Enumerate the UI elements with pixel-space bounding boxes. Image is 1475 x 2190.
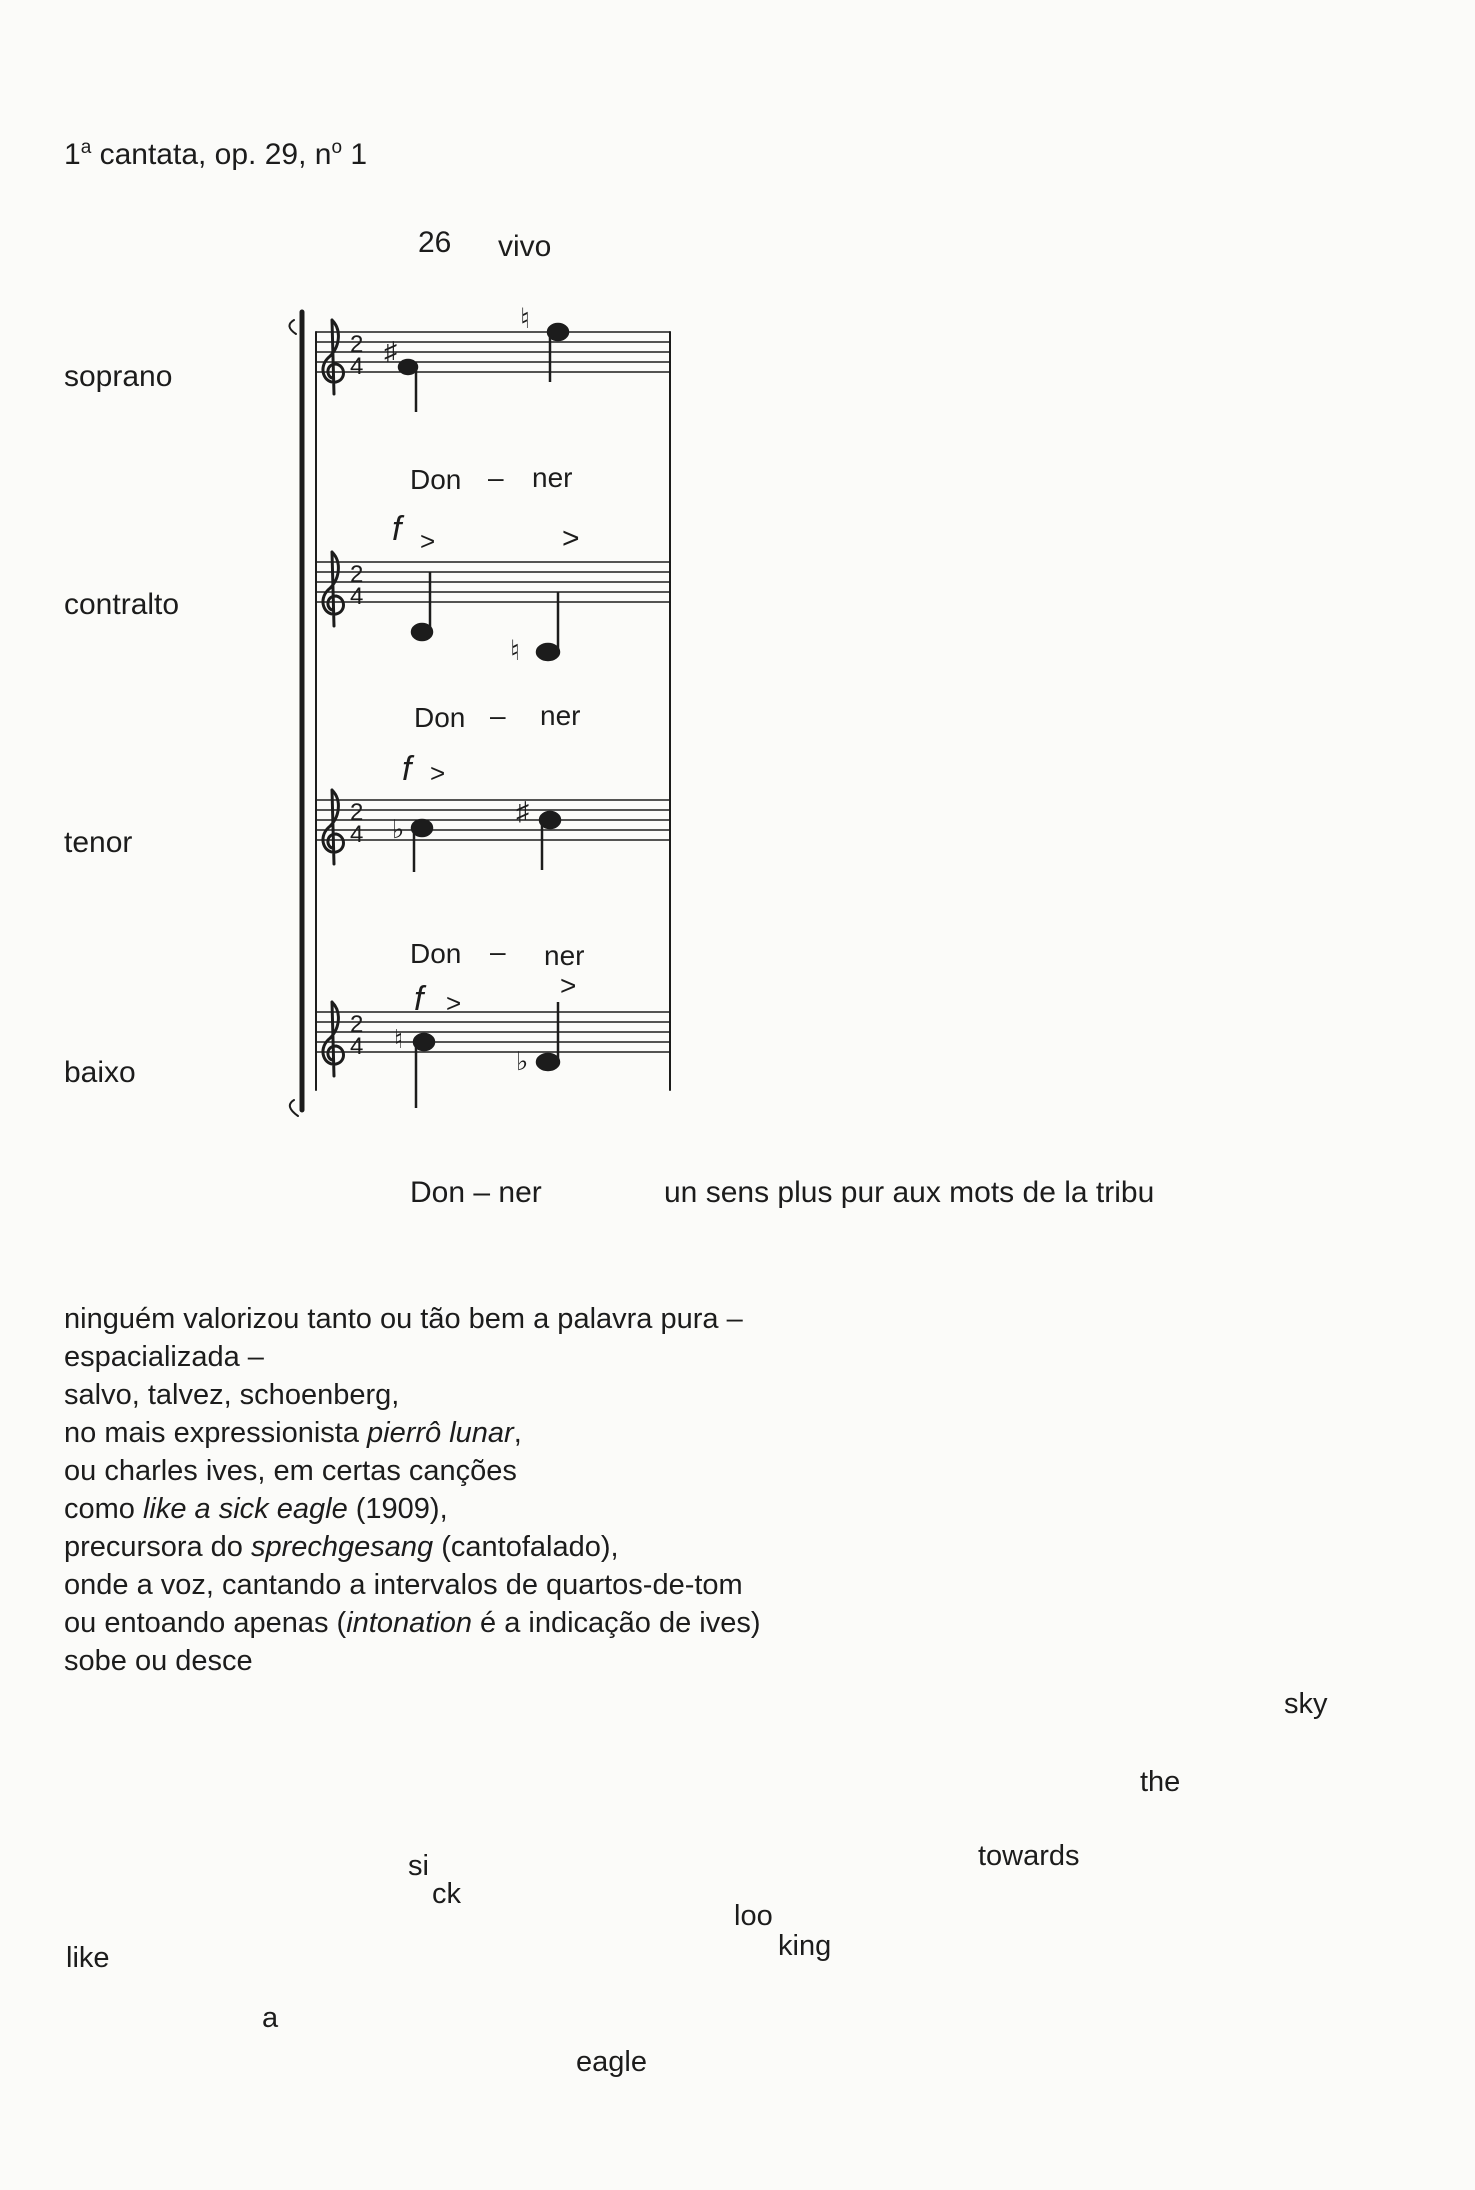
poem-word-eagle: eagle xyxy=(576,2046,647,2078)
lyric-baixo: Don – ner xyxy=(410,1176,542,1209)
poem-word-a: a xyxy=(262,2002,279,2034)
note-head xyxy=(537,1054,559,1070)
ordinal-superscript: a xyxy=(80,137,92,158)
poem-word-king: king xyxy=(778,1930,832,1962)
poem-word-ck: ck xyxy=(432,1878,461,1910)
lyric-contralto-b: ner xyxy=(540,700,581,731)
prose-line: ou charles ives, em certas canções xyxy=(64,1455,517,1487)
voice-label-tenor: tenor xyxy=(64,826,133,859)
poem-word-sky: sky xyxy=(1284,1688,1328,1720)
system-brace xyxy=(289,320,298,1116)
time-signature-top: 2 xyxy=(350,799,364,826)
time-signature-top: 2 xyxy=(350,331,364,358)
treble-clef-icon xyxy=(323,320,344,394)
title-pierrot-lunaire: pierrô lunar xyxy=(367,1417,514,1449)
time-signature-top: 2 xyxy=(350,1011,364,1038)
staff-soprano xyxy=(316,332,670,372)
treble-clef-icon xyxy=(323,552,344,626)
prose-line: no mais expressionista pierrô lunar, xyxy=(64,1417,522,1449)
lyric-soprano-dash: – xyxy=(488,462,504,493)
lyric-tenor-a: Don xyxy=(410,938,462,969)
term-sprechgesang: sprechgesang xyxy=(251,1531,434,1563)
natural-accidental-icon: ♮ xyxy=(520,303,531,334)
treble-clef-icon xyxy=(323,1002,344,1076)
staff-contralto xyxy=(316,562,670,602)
note-head xyxy=(399,360,417,374)
time-signature-bottom: 4 xyxy=(350,821,364,848)
lyric-tenor-dash: – xyxy=(490,936,506,967)
flat-accidental-icon: ♭ xyxy=(516,1046,529,1076)
poem-word-like: like xyxy=(66,1942,110,1974)
accent-contralto-1: > xyxy=(420,526,436,556)
lyric-contralto-dash: – xyxy=(490,700,506,731)
voice-label-baixo: baixo xyxy=(64,1056,136,1089)
mallarme-quote: un sens plus pur aux mots de la tribu xyxy=(664,1176,1155,1209)
lyric-soprano-a: Don xyxy=(410,464,462,495)
prose-line: ninguém valorizou tanto ou tão bem a palavra pura – xyxy=(64,1303,743,1335)
prose-line: onde a voz, cantando a intervalos de quartos-de-tom xyxy=(64,1569,743,1601)
page-heading: 1$^a$ cantata, op. 29, $n^o$ 1 xyxy=(64,137,368,171)
lyric-soprano-b: ner xyxy=(532,462,573,493)
accent-contralto-2: > xyxy=(562,522,580,555)
prose-line: salvo, talvez, schoenberg, xyxy=(64,1379,400,1411)
prose-paragraph xyxy=(64,1300,761,1680)
measure-number: 26 xyxy=(418,226,452,259)
staff-tenor xyxy=(316,800,670,840)
poem-word-towards: towards xyxy=(978,1840,1080,1872)
sharp-accidental-icon: ♯ xyxy=(384,336,397,366)
term-intonation: intonation xyxy=(346,1607,472,1639)
poem-word-loo: loo xyxy=(734,1900,773,1932)
staff-baixo xyxy=(316,1012,670,1052)
voice-label-contralto: contralto xyxy=(64,588,180,621)
prose-line: sobe ou desce xyxy=(64,1645,253,1677)
prose-line: espacializada – xyxy=(64,1341,264,1373)
dynamic-tenor: f xyxy=(402,750,412,788)
time-signature-bottom: 4 xyxy=(350,1033,364,1060)
flat-accidental-icon: ♭ xyxy=(392,814,405,844)
title-like-a-sick-eagle: like a sick eagle xyxy=(142,1493,348,1525)
prose-line: ou entoando apenas (intonation é a indicação de ives) xyxy=(64,1607,761,1639)
accent-tenor: > xyxy=(430,758,446,788)
prose-line: como like a sick eagle (1909), xyxy=(64,1493,448,1525)
sharp-accidental-icon: ♯ xyxy=(516,796,529,826)
prose-line: precursora do sprechgesang (cantofalado), xyxy=(64,1531,619,1563)
natural-accidental-icon: ♮ xyxy=(394,1024,404,1054)
tempo-marking: vivo xyxy=(498,230,552,263)
natural-accidental-icon: ♮ xyxy=(510,635,521,666)
lyric-contralto-a: Don xyxy=(414,702,466,733)
poem-word-the: the xyxy=(1140,1766,1181,1798)
lyric-tenor-b: ner xyxy=(544,940,585,971)
note-head xyxy=(537,644,559,660)
poem-word-si: si xyxy=(408,1850,429,1882)
treble-clef-icon xyxy=(323,790,344,864)
accent-baixo-1: > xyxy=(446,988,462,1018)
music-score xyxy=(280,290,680,1130)
accent-baixo-2: > xyxy=(560,970,577,1001)
time-signature-top: 2 xyxy=(350,561,364,588)
dynamic-contralto: f xyxy=(392,510,402,548)
voice-label-soprano: soprano xyxy=(64,360,173,393)
time-signature-bottom: 4 xyxy=(350,353,364,380)
time-signature-bottom: 4 xyxy=(350,583,364,610)
numero-superscript: o xyxy=(331,137,343,158)
dynamic-baixo: f xyxy=(414,980,424,1018)
